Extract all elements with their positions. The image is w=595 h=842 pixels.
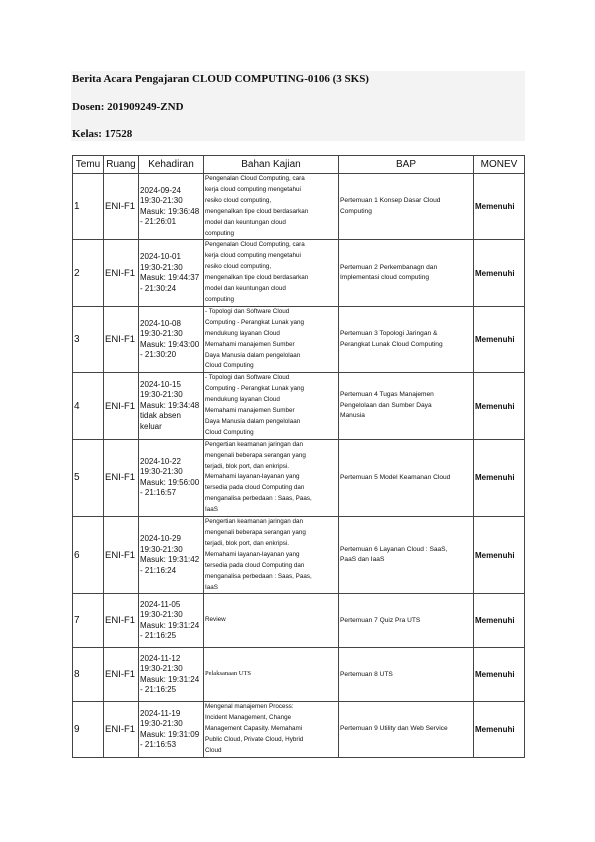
cell-monev: Memenuhi: [474, 306, 525, 372]
table-body: [73, 174, 525, 758]
bahan-line: Computing - Perangkat Lunak yang: [205, 318, 305, 326]
kehadiran-line: 2024-09-24: [140, 185, 181, 195]
bahan-line: Pengenalan Cloud Computing, cara: [205, 241, 305, 249]
bahan-line: mendukung layanan Cloud: [205, 396, 280, 404]
kehadiran-line: 2024-11-05: [140, 599, 181, 609]
cell-ruang: ENI-F1: [104, 306, 139, 372]
bahan-line: resiko cloud computing,: [205, 263, 272, 271]
bap-line: Perangkat Lunak Cloud Computing: [340, 340, 443, 348]
bahan-line: Incident Management, Change: [205, 714, 292, 722]
cell-bap: [339, 702, 474, 758]
bahan-line: computing: [205, 229, 235, 237]
bahan-line: model dan keuntungan cloud: [205, 285, 286, 293]
table-row: [73, 373, 525, 439]
cell-bahan-kajian: [204, 439, 339, 516]
kehadiran-line: 19:30-21:30: [140, 390, 183, 400]
table-row: [73, 517, 525, 594]
bahan-line: Management Capasity. Memahami: [205, 725, 303, 733]
table-row: [73, 702, 525, 758]
bahan-line: Cloud Computing: [205, 428, 254, 436]
kehadiran-line: Masuk: 19:34:48: [140, 400, 200, 410]
kehadiran-line: tidak absen: [140, 411, 181, 421]
kehadiran-line: 19:30-21:30: [140, 610, 183, 620]
kehadiran-line: - 21:16:53: [140, 740, 177, 750]
bahan-line: Pengenalan Cloud Computing, cara: [205, 175, 305, 182]
kehadiran-line: - 21:26:01: [140, 217, 177, 227]
cell-monev: Memenuhi: [474, 517, 525, 594]
bahan-line: Review: [205, 616, 226, 624]
bahan-line: mengenali beberapa serangan yang: [205, 529, 306, 536]
bahan-line: Pengertian keamanan jaringan dan: [205, 518, 304, 526]
kehadiran-line: 2024-10-01: [140, 252, 181, 262]
bahan-line: computing: [205, 295, 235, 303]
cell-kehadiran: [139, 517, 204, 594]
kehadiran-line: 2024-10-15: [140, 379, 181, 389]
col-header-bap: BAP: [339, 156, 474, 174]
cell-bap: [339, 174, 474, 240]
col-header-kehadiran: Kehadiran: [139, 156, 204, 174]
kehadiran-line: keluar: [140, 421, 162, 431]
bap-line: Computing: [340, 207, 372, 215]
bahan-line: Daya Manusia dalam pengelolaan: [205, 417, 301, 425]
cell-bap: [339, 240, 474, 306]
bahan-line: menganalisa perbedaan : Saas, Paas,: [205, 495, 312, 503]
kehadiran-line: 2024-11-19: [140, 708, 181, 718]
cell-bap: [339, 594, 474, 648]
bahan-line: Memahami layanan-layanan yang: [205, 473, 300, 481]
bap-line: PaaS dan IaaS: [340, 556, 385, 564]
kehadiran-line: Masuk: 19:31:09: [140, 729, 200, 739]
bahan-line: IaaS: [205, 583, 218, 591]
bahan-line: mengenalkan tipe cloud berdasarkan: [205, 207, 309, 215]
kehadiran-line: Masuk: 19:31:24: [140, 674, 200, 684]
bap-line: Pertemuan 7 Quiz Pra UTS: [340, 616, 421, 624]
cell-ruang: ENI-F1: [104, 174, 139, 240]
kehadiran-line: - 21:16:25: [140, 631, 177, 641]
kehadiran-line: - 21:30:20: [140, 350, 177, 360]
cell-bap: [339, 517, 474, 594]
bahan-line: Cloud: [205, 747, 222, 755]
bap-line: Implementasi cloud computing: [340, 274, 430, 282]
kehadiran-line: 2024-10-08: [140, 318, 181, 328]
bahan-line: menganalisa perbedaan : Saas, Paas,: [205, 572, 312, 580]
bahan-line: mengenali beberapa serangan yang: [205, 451, 306, 459]
cell-kehadiran: [139, 702, 204, 758]
cell-kehadiran: [139, 648, 204, 702]
cell-temu: 2: [73, 240, 104, 306]
kehadiran-line: - 21:16:25: [140, 685, 177, 695]
cell-monev: Memenuhi: [474, 174, 525, 240]
cell-bap: [339, 439, 474, 516]
bahan-line: terjadi, blok port, dan enkripsi.: [205, 539, 290, 547]
table-header-row: [73, 156, 525, 174]
kehadiran-line: - 21:16:57: [140, 488, 177, 498]
cell-kehadiran: [139, 439, 204, 516]
cell-monev: Memenuhi: [474, 439, 525, 516]
kehadiran-line: 19:30-21:30: [140, 719, 183, 729]
cell-bahan-kajian: [204, 702, 339, 758]
cell-kehadiran: [139, 306, 204, 372]
cell-monev: Memenuhi: [474, 594, 525, 648]
kehadiran-line: 19:30-21:30: [140, 467, 183, 477]
bahan-line: mendukung layanan Cloud: [205, 329, 280, 337]
bahan-line: kerja cloud computing mengetahui: [205, 185, 301, 193]
kehadiran-line: 2024-11-12: [140, 653, 181, 663]
bahan-line: Public Cloud, Private Cloud, Hybrid: [205, 736, 304, 744]
cell-bahan-kajian: [204, 174, 339, 240]
cell-bahan-kajian: [204, 517, 339, 594]
cell-temu: 5: [73, 439, 104, 516]
cell-kehadiran: [139, 240, 204, 306]
kehadiran-line: Masuk: 19:56:00: [140, 477, 200, 487]
cell-temu: 1: [73, 174, 104, 240]
attendance-table: [72, 155, 525, 758]
bahan-line: Pengertian keamanan jaringan dan: [205, 440, 304, 448]
col-header-ruang: Ruang: [104, 156, 139, 174]
cell-bahan-kajian: [204, 240, 339, 306]
bap-line: Pertemuan 8 UTS: [340, 670, 393, 678]
cell-monev: Memenuhi: [474, 240, 525, 306]
bap-line: Pertemuan 9 Utility dan Web Service: [340, 725, 448, 733]
table-row: [73, 648, 525, 702]
bahan-line: tersedia pada cloud Computing dan: [205, 561, 305, 569]
bap-line: Pertemuan 4 Tugas Manajemen: [340, 391, 434, 399]
bahan-line: resiko cloud computing,: [205, 196, 272, 204]
kehadiran-line: 19:30-21:30: [140, 544, 183, 554]
bahan-line: mengenalkan tipe cloud berdasarkan: [205, 274, 309, 282]
cell-monev: Memenuhi: [474, 373, 525, 439]
bap-line: Pertemuan 5 Model Keamanan Cloud: [340, 473, 451, 481]
col-header-temu: Temu: [73, 156, 104, 174]
cell-bap: [339, 648, 474, 702]
cell-ruang: ENI-F1: [104, 648, 139, 702]
cell-temu: 8: [73, 648, 104, 702]
page-title: Berita Acara Pengajaran CLOUD COMPUTING-0106 (3 SKS): [72, 73, 369, 85]
bahan-line: Pelaksanaan UTS: [205, 670, 252, 678]
cell-temu: 9: [73, 702, 104, 758]
kelas-label: Kelas: 17528: [72, 128, 133, 140]
cell-monev: Memenuhi: [474, 648, 525, 702]
bahan-line: kerja cloud computing mengetahui: [205, 252, 301, 260]
table-row: [73, 594, 525, 648]
bahan-line: - Topologi dan Software Cloud: [205, 307, 290, 315]
col-header-monev: MONEV: [474, 156, 525, 174]
bahan-line: tersedia pada cloud Computing dan: [205, 484, 305, 492]
kehadiran-line: Masuk: 19:43:00: [140, 339, 200, 349]
bap-line: Pengelolaan dan Sumber Daya: [340, 401, 432, 409]
cell-bahan-kajian: [204, 594, 339, 648]
cell-temu: 7: [73, 594, 104, 648]
kehadiran-line: Masuk: 19:36:48: [140, 206, 200, 216]
kehadiran-line: 2024-10-29: [140, 534, 181, 544]
cell-kehadiran: [139, 373, 204, 439]
cell-ruang: ENI-F1: [104, 439, 139, 516]
table-row: [73, 439, 525, 516]
table-row: [73, 306, 525, 372]
cell-bahan-kajian: [204, 373, 339, 439]
bahan-line: Mengenal manajemen Process:: [205, 703, 294, 711]
bahan-line: IaaS: [205, 506, 218, 514]
kehadiran-line: 2024-10-22: [140, 456, 181, 466]
bahan-line: Daya Manusia dalam pengelolaan: [205, 351, 301, 359]
kehadiran-line: - 21:16:24: [140, 565, 177, 575]
bahan-line: model dan keuntungan cloud: [205, 218, 286, 226]
cell-ruang: ENI-F1: [104, 594, 139, 648]
cell-temu: 3: [73, 306, 104, 372]
dosen-label: Dosen: 201909249-ZND: [72, 101, 184, 113]
kehadiran-line: - 21:30:24: [140, 283, 177, 293]
cell-kehadiran: [139, 594, 204, 648]
bahan-line: Computing - Perangkat Lunak yang: [205, 385, 305, 393]
table-row: [73, 174, 525, 240]
cell-ruang: ENI-F1: [104, 517, 139, 594]
bahan-line: - Topologi dan Software Cloud: [205, 374, 290, 382]
kehadiran-line: Masuk: 19:31:42: [140, 555, 200, 565]
col-header-bahan-kajian: Bahan Kajian: [204, 156, 339, 174]
cell-ruang: ENI-F1: [104, 702, 139, 758]
kehadiran-line: Masuk: 19:44:37: [140, 273, 200, 283]
kehadiran-line: Masuk: 19:31:24: [140, 620, 200, 630]
cell-bap: [339, 306, 474, 372]
bap-line: Pertemuan 2 Perkembanagn dan: [340, 263, 438, 271]
kehadiran-line: 19:30-21:30: [140, 196, 183, 206]
cell-temu: 4: [73, 373, 104, 439]
cell-bap: [339, 373, 474, 439]
bap-line: Pertemuan 3 Topologi Jaringan &: [340, 330, 438, 338]
kehadiran-line: 19:30-21:30: [140, 664, 183, 674]
cell-kehadiran: [139, 174, 204, 240]
cell-bahan-kajian: [204, 306, 339, 372]
kehadiran-line: 19:30-21:30: [140, 329, 183, 339]
bahan-line: terjadi, blok port, dan enkripsi.: [205, 462, 290, 470]
bahan-line: Memahami manajemen Sumber: [205, 340, 295, 348]
cell-ruang: ENI-F1: [104, 373, 139, 439]
bahan-line: Memahami manajemen Sumber: [205, 407, 295, 415]
bahan-line: Cloud Computing: [205, 362, 254, 370]
cell-temu: 6: [73, 517, 104, 594]
cell-ruang: ENI-F1: [104, 240, 139, 306]
bap-line: Manusia: [340, 412, 365, 420]
table-row: [73, 240, 525, 306]
bahan-line: Memahami layanan-layanan yang: [205, 550, 300, 558]
bap-line: Pertemuan 6 Layanan Cloud : SaaS,: [340, 545, 448, 553]
cell-monev: Memenuhi: [474, 702, 525, 758]
bap-line: Pertemuan 1 Konsep Dasar Cloud: [340, 197, 441, 205]
kehadiran-line: 19:30-21:30: [140, 262, 183, 272]
cell-bahan-kajian: [204, 648, 339, 702]
